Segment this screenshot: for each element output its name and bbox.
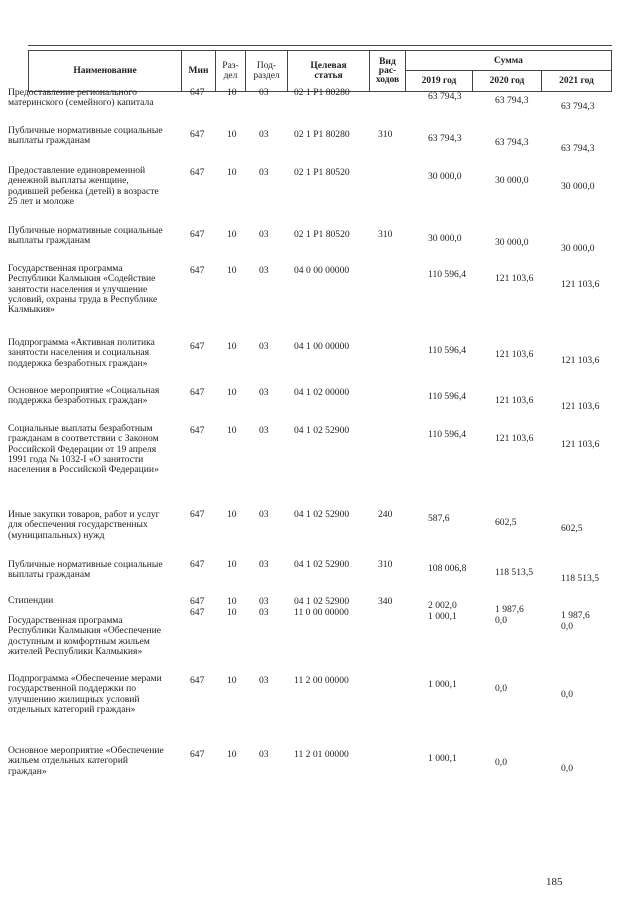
cell-s2: 121 103,6 — [495, 433, 534, 444]
cell-s3: 602,5 — [561, 523, 583, 534]
cell-s1: 110 596,4 — [428, 391, 467, 402]
cell-cs: 04 1 02 52900 — [294, 509, 350, 520]
cell-vr: 340 — [378, 596, 393, 607]
row-name: Подпрограмма «Активная политика занятости населения и социальная поддержка безработных граждан» — [8, 337, 155, 369]
cell-vr: 310 — [378, 229, 393, 240]
cell-s3: 30 000,0 — [561, 181, 595, 192]
cell-rz: 10 — [227, 749, 237, 760]
row-name: Публичные нормативные социальные выплаты гражданам — [8, 225, 163, 247]
cell-rz: 10 — [227, 675, 237, 686]
row-name: Публичные нормативные социальные выплаты гражданам — [8, 559, 163, 581]
cell-s2: 63 794,3 — [495, 95, 529, 106]
cell-s3: 1 987,6 — [561, 610, 590, 621]
cell-s1: 108 006,8 — [428, 563, 467, 574]
cell-min: 647 — [190, 675, 205, 686]
cell-min: 647 — [190, 749, 205, 760]
cell-cs: 04 1 02 52900 — [294, 559, 350, 570]
cell-pr: 03 — [259, 509, 269, 520]
cell-s3: 121 103,6 — [561, 279, 600, 290]
cell-min: 647 — [190, 425, 205, 436]
cell-cs: 04 1 02 52900 — [294, 425, 350, 436]
row-name: Социальные выплаты безработным гражданам в соответствии с Законом Российской Федерации от 19 апреля 1991 года № 1032-I «О занятости населения в Российской Федерации» — [8, 423, 159, 476]
cell-rz: 10 — [227, 425, 237, 436]
cell-s3: 121 103,6 — [561, 401, 600, 412]
cell-s1: 63 794,3 — [428, 133, 462, 144]
cell-cs: 04 1 00 00000 — [294, 341, 350, 352]
cell-s1: 30 000,0 — [428, 233, 462, 244]
cell-cs: 11 2 00 00000 — [294, 675, 349, 686]
cell-pr: 03 — [259, 559, 269, 570]
header-year-2021: 2021 год — [541, 71, 612, 92]
cell-rz: 10 — [227, 229, 237, 240]
cell-s1: 110 596,4 — [428, 269, 467, 280]
cell-pr: 03 — [259, 387, 269, 398]
cell-s1: 1 000,1 — [428, 611, 457, 622]
cell-min: 647 — [190, 596, 205, 607]
cell-vr: 310 — [378, 129, 393, 140]
header-year-2019: 2019 год — [405, 71, 472, 92]
row-name: Государственная программа Республики Калмыкия «Обеспечение доступным и комфортным жильем жителей Республики Калмыкия» — [8, 615, 162, 657]
table-top-rule — [28, 45, 612, 46]
cell-s3: 63 794,3 — [561, 101, 595, 112]
cell-cs: 02 1 P1 80280 — [294, 129, 350, 140]
row-name: Публичные нормативные социальные выплаты гражданам — [8, 125, 163, 147]
cell-cs: 02 1 P1 80520 — [294, 167, 350, 178]
header-target-article: Целевая статья — [287, 50, 369, 92]
cell-rz: 10 — [227, 87, 237, 98]
cell-rz: 10 — [227, 341, 237, 352]
cell-s1: 110 596,4 — [428, 345, 467, 356]
cell-min: 647 — [190, 607, 205, 618]
cell-s1: 587,6 — [428, 513, 450, 524]
cell-s1: 63 794,3 — [428, 91, 462, 102]
cell-min: 647 — [190, 87, 205, 98]
cell-pr: 03 — [259, 749, 269, 760]
cell-pr: 03 — [259, 167, 269, 178]
cell-pr: 03 — [259, 607, 269, 618]
cell-s3: 0,0 — [561, 689, 573, 700]
header-year-2020: 2020 год — [472, 71, 541, 92]
cell-cs: 11 0 00 00000 — [294, 607, 349, 618]
cell-s2: 121 103,6 — [495, 273, 534, 284]
cell-cs: 02 1 P1 80520 — [294, 229, 350, 240]
header-min: Мин — [181, 50, 215, 92]
header-summa: Сумма — [405, 50, 612, 71]
cell-rz: 10 — [227, 596, 237, 607]
cell-s2: 30 000,0 — [495, 175, 529, 186]
cell-s3: 121 103,6 — [561, 439, 600, 450]
cell-s3: 30 000,0 — [561, 243, 595, 254]
cell-cs: 04 1 02 52900 — [294, 596, 350, 607]
header-podrazdel: Под- раздел — [245, 50, 287, 92]
cell-min: 647 — [190, 341, 205, 352]
cell-pr: 03 — [259, 229, 269, 240]
row-name: Государственная программа Республики Калмыкия «Содействие занятости населения и улучшение условий, охраны труда в Республике Калмыкия» — [8, 263, 158, 316]
cell-min: 647 — [190, 229, 205, 240]
cell-s1: 1 000,1 — [428, 679, 457, 690]
cell-rz: 10 — [227, 559, 237, 570]
cell-s1: 2 002,0 — [428, 600, 457, 611]
row-name: Предоставление единовременной денежной выплаты женщине, родившей ребенка (детей) в возрасте 25 лет и моложе — [8, 165, 159, 207]
row-name: Основное мероприятие «Социальная поддержка безработных граждан» — [8, 385, 160, 407]
cell-s2: 0,0 — [495, 683, 507, 694]
cell-cs: 02 1 P1 80280 — [294, 87, 350, 98]
cell-pr: 03 — [259, 596, 269, 607]
cell-s3: 0,0 — [561, 763, 573, 774]
cell-s2: 121 103,6 — [495, 349, 534, 360]
cell-vr: 310 — [378, 559, 393, 570]
cell-s1: 110 596,4 — [428, 429, 467, 440]
cell-rz: 10 — [227, 387, 237, 398]
cell-s3: 0,0 — [561, 621, 573, 632]
cell-s2: 0,0 — [495, 757, 507, 768]
header-name: Наименование — [28, 50, 181, 92]
row-name: Основное мероприятие «Обеспечение жильем отдельных категорий граждан» — [8, 745, 164, 777]
cell-pr: 03 — [259, 425, 269, 436]
row-name: Стипендии — [8, 595, 54, 606]
cell-vr: 240 — [378, 509, 393, 520]
cell-s2: 118 513,5 — [495, 567, 534, 578]
cell-min: 647 — [190, 387, 205, 398]
cell-s2: 0,0 — [495, 615, 507, 626]
cell-rz: 10 — [227, 509, 237, 520]
cell-min: 647 — [190, 265, 205, 276]
page-number: 185 — [546, 876, 563, 888]
row-name: Иные закупки товаров, работ и услуг для обеспечения государственных (муниципальных) нужд — [8, 509, 160, 541]
row-name: Подпрограмма «Обеспечение мерами государственной поддержки по улучшению жилищных условий отдельных категорий граждан» — [8, 673, 162, 715]
cell-min: 647 — [190, 129, 205, 140]
cell-s3: 63 794,3 — [561, 143, 595, 154]
cell-s2: 121 103,6 — [495, 395, 534, 406]
cell-rz: 10 — [227, 129, 237, 140]
cell-rz: 10 — [227, 265, 237, 276]
cell-pr: 03 — [259, 341, 269, 352]
cell-rz: 10 — [227, 607, 237, 618]
cell-rz: 10 — [227, 167, 237, 178]
cell-s1: 30 000,0 — [428, 171, 462, 182]
header-expense-type: Вид рас- ходов — [369, 50, 405, 92]
cell-s3: 118 513,5 — [561, 573, 600, 584]
cell-pr: 03 — [259, 129, 269, 140]
cell-s1: 1 000,1 — [428, 753, 457, 764]
cell-s3: 121 103,6 — [561, 355, 600, 366]
cell-pr: 03 — [259, 265, 269, 276]
cell-s2: 1 987,6 — [495, 604, 524, 615]
row-name: Предоставление регионального материнского (семейного) капитала — [8, 87, 154, 109]
cell-min: 647 — [190, 509, 205, 520]
cell-cs: 11 2 01 00000 — [294, 749, 349, 760]
cell-s2: 63 794,3 — [495, 137, 529, 148]
cell-min: 647 — [190, 167, 205, 178]
cell-min: 647 — [190, 559, 205, 570]
cell-cs: 04 1 02 00000 — [294, 387, 350, 398]
header-razdel: Раз- дел — [215, 50, 245, 92]
cell-cs: 04 0 00 00000 — [294, 265, 350, 276]
cell-pr: 03 — [259, 675, 269, 686]
cell-pr: 03 — [259, 87, 269, 98]
cell-s2: 602,5 — [495, 517, 517, 528]
cell-s2: 30 000,0 — [495, 237, 529, 248]
